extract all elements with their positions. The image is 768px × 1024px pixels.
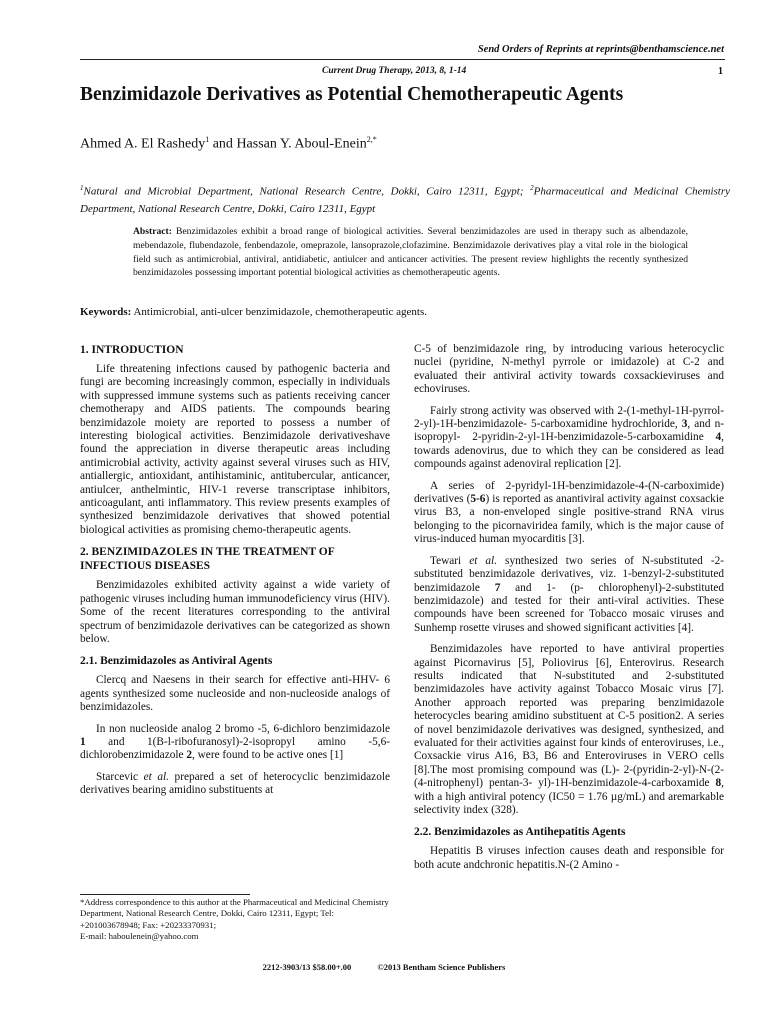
paragraph [414,405,724,472]
paragraph: Hepatitis B viruses infection causes death and responsible for both acute andchronic hepatitis.N-(2 Amino - [414,845,724,871]
author-name: Ahmed A. El Rashedy [80,136,206,152]
author-joiner: and [209,136,237,152]
section-heading: 2. BENZIMIDAZOLES IN THE TREATMENT OF INFECTIOUS DISEASES [80,546,335,573]
paragraph [80,771,390,798]
page-footer [0,962,768,972]
text-run: In non nucleoside analog 2 bromo -5, 6-dichloro benzimidazole [96,722,390,735]
affiliation-1: Natural and Microbial Department, National Research Centre, Dokki, Cairo 12311, Egypt; [83,185,531,198]
text-run: prepared a set of heterocyclic benzimidazole derivatives bearing amidino substituents at [80,770,390,797]
compound-number: 3 [681,418,688,431]
paragraph: Benzimidazoles exhibited activity against a wide variety of pathogenic viruses including human immunodeficiency virus (HIV). Some of the recent literatures corresponding to the antiviral spectrum of benzimidazole derivatives can be categorized as shown below. [80,579,390,645]
subsection-heading: 2.2. Benzimidazoles as Antihepatitis Agents [414,826,626,839]
article-title: Benzimidazole Derivatives as Potential Chemotherapeutic Agents [80,84,624,105]
paragraph: C-5 of benzimidazole ring, by introducing various heterocyclic nuclei (pyridine, N-methyl pyrrole or imidazole) at C-2 and evaluated their antiviral activity towards coxsackieviruses and echoviruses. [414,343,724,396]
text-run: Starcevic [96,770,144,783]
keywords-text: Antimicrobial, anti-ulcer benzimidazole, chemotherapeutic agents. [131,306,427,318]
compound-number: 4 [715,431,722,444]
paragraph [80,723,390,763]
page-number: 1 [718,66,723,77]
text-run: Tewari [430,554,470,567]
paragraph: Life threatening infections caused by pathogenic bacteria and fungi are becoming increasingly common, especially in individuals with suppressed immune systems such as patients receiving cancer chemotherapy and AIDS patients. The compounds bearing benzimidazole moiety are reported to possess a number of interesting biological activities. Benzimidazole derivativeshave found the appreciation in diverse therapeutic areas including antimicrobial activity, activity against several viruses such as HIV, antiallergic, antioxidant, antihistaminic, antitubercular, anticancer, antiulcer, anthelmintic, HIV-1 reverse transcriptase inhibitors, anticoagulant, anti inflammatory. This review presents examples of synthesized benzimidazole derivatives that showed potential biological activities as promising chemo-therapeutic agents. [80,363,390,536]
author-affil-mark: 2,* [366,135,377,144]
paragraph: Clercq and Naesens in their search for effective anti-HHV- 6 agents synthesized some nucleoside and non-nucleoside analogs of benzimidazoles. [80,674,390,714]
left-column [80,343,390,806]
text-run: , were found to be active ones [1] [192,749,344,762]
text-run: A series of 2-pyridyl-1H-benzimidazole-4-(N-carboximide) derivatives ( [414,479,724,506]
right-column [414,343,724,880]
keywords-label: Keywords: [80,306,132,318]
abstract-label: Abstract: [133,226,172,237]
compound-number: 8 [715,777,722,790]
text-run: Fairly strong activity was observed with 2-(1-methyl-1H-pyrrol-2-yl)-1H-benzimidazole- 5-carboxamidine hydrochloride, [414,404,724,431]
text-run: , with a high antiviral potency (IC50 = 1.76 µg/mL) and aremarkable selectivity index (328). [414,777,724,816]
text-run: and 1- (p- chlorophenyl)-2-substituted benzimidazole) and tested for their anti-viral activities. These compounds have been screened for Tobacco mosaic viruses and Sunhemp rosette viruses and showed significant activities [4]. [414,581,724,634]
keywords [80,306,427,318]
header-rule [80,59,725,60]
paragraph [414,555,724,635]
abstract [133,225,688,280]
affil-mark: 2 [530,184,534,192]
paragraph [414,643,724,817]
affil-mark: 1 [80,184,84,192]
text-run: Benzimidazoles have reported to have antiviral properties against Picornavirus [5], Poliovirus [6], Enterovirus. Research results indicated that N-substituted and 2-substituted benzimidazoles have activity against Tobacco Mosaic virus [7]. Another approach reported was preparing benzimidazole heterocycles bearing amidino substituent at C-5 position2. A series of novel benzimidazole derivatives was designed, synthesized, and evaluated for their activities against four kinds of enteroviruses, i.e., Coxsackie virus A16, B3, B6 and Enteroviruses in VERO cells [8].The most promising compound was (L)- 2-(pyridin-2-yl)-N-(2-(4-nitrophenyl) pentan-3- yl)-1H-benzimidazole-4-carboxamide [414,643,724,790]
paragraph [414,480,724,547]
affiliations [80,180,730,218]
author-name: Hassan Y. Aboul-Enein [236,136,367,152]
text-run: , towards adenovirus, due to which they can be considered as lead compounds against adenoviral replication [2]. [414,431,724,471]
correspondence-footnote [80,897,390,943]
section-heading: 1. INTRODUCTION [80,344,184,356]
footnote-text: *Address correspondence to this author at the Pharmaceutical and Medicinal Chemistry Department, National Research Centre, Dokki, Cairo 12311, Egypt; Tel: +201003678948; Fax: +20233370931; [80,897,389,930]
compound-number: 5-6 [470,493,486,506]
compound-number: 7 [494,581,501,594]
text-italic: et al. [143,770,169,783]
footnote-email: E-mail: haboulenein@yahoo.com [80,931,199,942]
affiliation-2: Pharmaceutical and Medicinal Chemistry Department, National Research Centre, Dokki, Cairo 12311, Egypt [80,185,730,215]
text-italic: et al. [469,554,498,567]
issn-price: 2212-3903/13 $58.00+.00 [262,962,352,972]
author-affil-mark: 1 [205,135,210,144]
footnote-rule [80,894,250,895]
text-run: ) is reported as anantiviral activity against coxsackie virus B3, a non-enveloped single positive-strand RNA virus belonging to the picornaviridea family, which is the major cause of virus-induced human myocarditis [3]. [414,493,724,546]
text-run: , and n-isopropyl- 2-pyridin-2-yl-1H-benzimidazole-5-carboxamidine [414,418,724,444]
subsection-heading: 2.1. Benzimidazoles as Antiviral Agents [80,655,273,668]
text-run: and 1(B-l-ribofuranosyl)-2-isopropyl amino -5,6-dichlorobenzimidazole [80,735,390,762]
journal-citation: Current Drug Therapy, 2013, 8, 1-14 [322,66,467,76]
compound-number: 2 [186,749,192,762]
compound-number: 1 [80,735,86,748]
author-list [80,135,377,153]
text-run: synthesized two series of N-substituted -2-substituted benzimidazole derivatives, viz. 1-benzyl-2-substituted benzimidazole [414,554,725,594]
abstract-text: Benzimidazoles exhibit a broad range of biological activities. Several benzimidazoles are used in therapy such as albendazole, mebendazole, flubendazole, fenbendazole, omeprazole, lansoprazole,clofazimine. Benzimidazole derivatives play a vital role in the biological field such as antimicrobial, antiviral, antidiabetic, antiulcer and anticancer activities. The present review highlights the recently synthesized benzimidazoles possessing important potential biological activities as chemotherapeutic agents. [133,226,688,279]
reprints-notice: Send Orders of Reprints at reprints@benthamscience.net [477,44,724,55]
copyright: ©2013 Bentham Science Publishers [377,962,506,972]
